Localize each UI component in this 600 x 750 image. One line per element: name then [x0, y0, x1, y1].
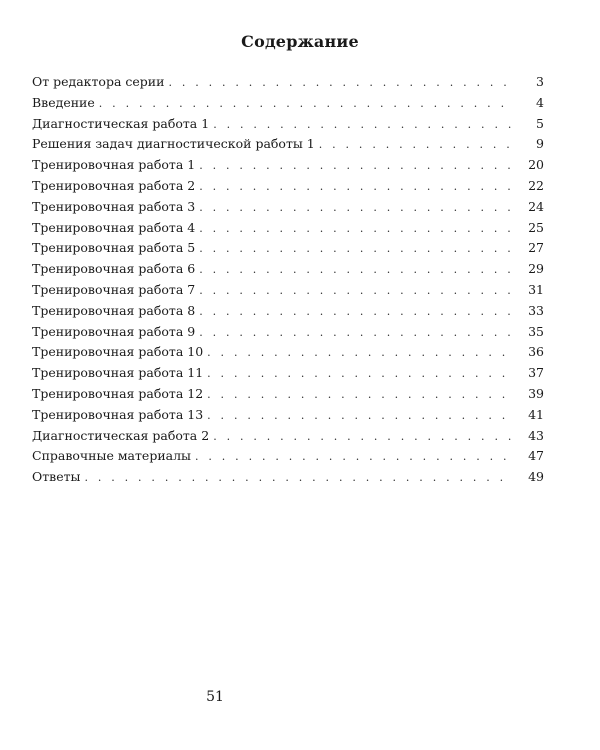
toc-entry-page: 43	[528, 427, 544, 443]
toc-entry[interactable]	[32, 218, 544, 239]
toc-entry[interactable]	[32, 238, 544, 259]
toc-entry[interactable]	[32, 426, 544, 447]
toc-entry-page: 39	[528, 385, 544, 401]
toc-entry-title: Тренировочная работа 5	[32, 240, 196, 256]
toc-dot-leader	[84, 468, 512, 489]
toc-entry[interactable]	[32, 467, 544, 488]
toc-entry[interactable]	[32, 405, 544, 426]
toc-entry[interactable]	[32, 363, 544, 384]
toc-dot-leader	[168, 73, 512, 94]
toc-entry-title: Диагностическая работа 2	[32, 427, 210, 443]
toc-entry-title: Тренировочная работа 3	[32, 198, 196, 214]
toc-dot-leader	[213, 115, 512, 136]
toc-entry-title: Тренировочная работа 12	[32, 385, 204, 401]
toc-dot-leader	[207, 385, 512, 406]
toc-dot-leader	[199, 323, 512, 344]
toc-dot-leader	[319, 135, 512, 156]
toc-entry-title: От редактора серии	[32, 74, 165, 89]
toc-entry-page: 20	[528, 157, 544, 173]
toc-entry-title: Диагностическая работа 1	[32, 115, 210, 131]
toc-dot-leader	[207, 406, 512, 427]
toc-entry-title: Ответы	[32, 469, 81, 485]
toc-entry-title: Справочные материалы	[32, 448, 191, 464]
toc-entry[interactable]	[32, 446, 544, 467]
toc-entry-page: 35	[528, 323, 544, 339]
toc-dot-leader	[207, 364, 512, 385]
toc-entry[interactable]	[32, 342, 544, 363]
toc-entry-title: Решения задач диагностической работы 1	[32, 136, 315, 152]
toc-entry-title: Тренировочная работа 9	[32, 323, 196, 339]
toc-entry-title: Тренировочная работа 10	[32, 344, 204, 360]
toc-dot-leader	[199, 239, 512, 260]
toc-entry[interactable]	[32, 259, 544, 280]
toc-entry-page: 9	[536, 136, 544, 152]
toc-entry[interactable]	[32, 197, 544, 218]
toc-entry-page: 27	[528, 240, 544, 256]
toc-entry-page: 33	[528, 302, 544, 318]
toc-dot-leader	[199, 198, 512, 219]
toc-dot-leader	[99, 94, 512, 115]
toc-entry-title: Тренировочная работа 1	[32, 157, 196, 173]
toc-entry-title: Введение	[32, 94, 95, 110]
table-of-contents	[32, 72, 544, 488]
toc-entry-title: Тренировочная работа 8	[32, 302, 196, 318]
toc-entry-page: 22	[528, 177, 544, 193]
toc-entry[interactable]	[32, 280, 544, 301]
toc-dot-leader	[199, 302, 512, 323]
toc-entry-page: 47	[528, 448, 544, 464]
toc-dot-leader	[199, 156, 512, 177]
toc-entry-page: 25	[528, 219, 544, 235]
toc-dot-leader	[213, 427, 512, 448]
toc-entry-title: Тренировочная работа 7	[32, 281, 196, 297]
toc-entry-title: Тренировочная работа 13	[32, 406, 204, 422]
page-title: Содержание	[241, 32, 359, 51]
toc-entry[interactable]	[32, 301, 544, 322]
toc-entry[interactable]	[32, 176, 544, 197]
toc-entry-page: 49	[528, 469, 544, 485]
toc-entry[interactable]	[32, 322, 544, 343]
toc-entry-page: 24	[528, 198, 544, 214]
toc-entry-page: 29	[528, 261, 544, 277]
toc-entry-page: 4	[536, 94, 544, 110]
toc-entry[interactable]	[32, 155, 544, 176]
toc-dot-leader	[199, 281, 512, 302]
toc-entry-page: 31	[528, 281, 544, 297]
toc-dot-leader	[199, 260, 512, 281]
toc-entry-title: Тренировочная работа 4	[32, 219, 196, 235]
toc-entry-title: Тренировочная работа 2	[32, 177, 196, 193]
toc-entry-title: Тренировочная работа 11	[32, 365, 204, 381]
toc-entry[interactable]	[32, 72, 544, 93]
toc-entry-page: 36	[528, 344, 544, 360]
toc-entry[interactable]	[32, 114, 544, 135]
toc-dot-leader	[199, 177, 512, 198]
toc-entry-page: 41	[528, 406, 544, 422]
toc-dot-leader	[199, 219, 512, 240]
toc-entry-title: Тренировочная работа 6	[32, 261, 196, 277]
toc-entry-page: 37	[528, 365, 544, 381]
toc-entry[interactable]	[32, 384, 544, 405]
toc-entry-page: 5	[536, 115, 544, 131]
page-number: 51	[206, 689, 224, 705]
toc-entry[interactable]	[32, 134, 544, 155]
toc-dot-leader	[207, 343, 512, 364]
toc-dot-leader	[195, 447, 512, 468]
toc-entry[interactable]	[32, 93, 544, 114]
toc-entry-page: 3	[536, 74, 544, 89]
